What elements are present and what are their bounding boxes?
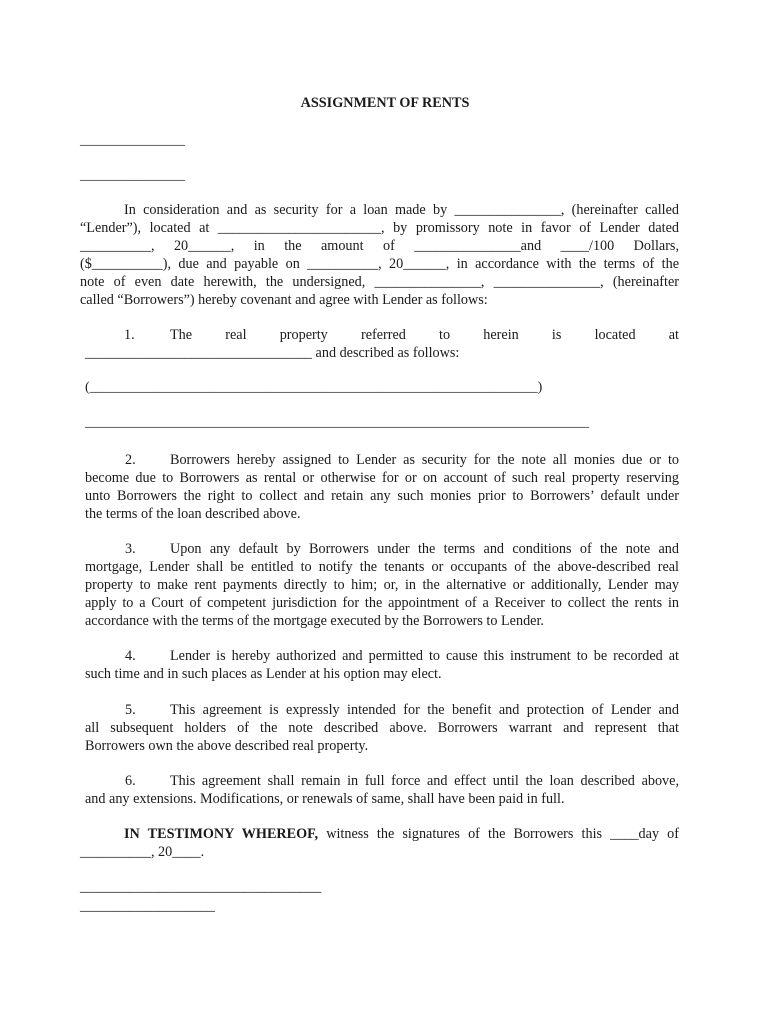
testimony-heading: IN TESTIMONY WHEREOF, bbox=[124, 826, 319, 842]
item-5-number: 5. bbox=[125, 702, 136, 718]
document-title: ASSIGNMENT OF RENTS bbox=[300, 95, 470, 111]
intro-line-3: __________, 20______, in the amount of _______________and ____/100 Dollars, bbox=[80, 238, 679, 254]
item-1-line-1-row bbox=[80, 326, 679, 344]
header-blank-line-2: _______________ bbox=[80, 168, 185, 183]
intro-line-1: In consideration and as security for a loan made by _______________, (hereinafter called bbox=[124, 202, 679, 218]
intro-line-6: called “Borrowers”) hereby covenant and agree with Lender as follows: bbox=[80, 292, 488, 308]
item-2-line-1: Borrowers hereby assigned to Lender as security for the note all monies due or to bbox=[170, 452, 679, 468]
item-4-line-1-row bbox=[85, 647, 679, 665]
item-1-number: 1. bbox=[124, 327, 135, 343]
item-3-line-1-row bbox=[85, 540, 679, 558]
item-3-number: 3. bbox=[125, 541, 136, 557]
item-4-line-1: Lender is hereby authorized and permitted to cause this instrument to be recorded at bbox=[170, 648, 679, 664]
item-5-line-1-row bbox=[85, 701, 679, 719]
item-4-number: 4. bbox=[125, 648, 136, 664]
item-3-line-3: property to make rent payments directly to him; or, in the alternative or additionally, Lender may bbox=[85, 577, 679, 593]
item-1-paren-blank: (________________________________________________________________) bbox=[85, 380, 543, 395]
testimony-line-1 bbox=[80, 825, 679, 843]
item-5-line-2: all subsequent holders of the note described above. Borrowers warrant and represent that bbox=[85, 720, 679, 736]
signature-line-2: ___________________ bbox=[80, 898, 215, 914]
item-6-line-1-row bbox=[85, 772, 679, 790]
item-3-line-4: apply to a Court of competent jurisdiction for the appointment of a Receiver to collect the rents in bbox=[85, 595, 679, 611]
item-1-paragraph bbox=[80, 326, 679, 362]
item-4-paragraph bbox=[85, 647, 679, 683]
item-2-line-1-row bbox=[85, 451, 679, 469]
item-2-line-4: the terms of the loan described above. bbox=[85, 506, 301, 522]
item-2-paragraph bbox=[85, 451, 679, 523]
item-6-line-1: This agreement shall remain in full force and effect until the loan described above, bbox=[170, 773, 679, 789]
intro-line-2: “Lender”), located at _______________________, by promissory note in favor of Lender dated bbox=[80, 220, 679, 236]
item-1-line-2: ________________________________ and described as follows: bbox=[85, 345, 460, 361]
testimony-line-1-rest: witness the signatures of the Borrowers this ____day of bbox=[318, 826, 679, 842]
item-3-paragraph bbox=[85, 540, 679, 630]
item-3-line-5: accordance with the terms of the mortgage executed by the Borrowers to Lender. bbox=[85, 613, 544, 629]
item-5-line-1: This agreement is expressly intended for the benefit and protection of Lender and bbox=[170, 702, 679, 718]
testimony-paragraph bbox=[80, 825, 679, 861]
intro-paragraph bbox=[80, 201, 679, 309]
header-blank-line-1: _______________ bbox=[80, 133, 185, 148]
item-3-line-2: mortgage, Lender shall be entitled to notify the tenants or occupants of the above-described real bbox=[85, 559, 679, 575]
item-3-line-1: Upon any default by Borrowers under the terms and conditions of the note and bbox=[170, 541, 679, 557]
item-6-line-2: and any extensions. Modifications, or renewals of same, shall have been paid in full. bbox=[85, 791, 565, 807]
item-1-long-blank: ________________________________________________________________________ bbox=[85, 415, 589, 430]
item-6-number: 6. bbox=[125, 773, 136, 789]
item-2-line-3: unto Borrowers the right to collect and retain any such monies prior to Borrowers’ default under bbox=[85, 488, 679, 504]
item-5-paragraph bbox=[85, 701, 679, 755]
testimony-line-2: __________, 20____. bbox=[80, 844, 205, 860]
item-5-line-3: Borrowers own the above described real property. bbox=[85, 738, 369, 754]
item-2-number: 2. bbox=[125, 452, 136, 468]
intro-line-4: ($__________), due and payable on __________, 20______, in accordance with the terms of the bbox=[80, 256, 679, 272]
signature-line-1: __________________________________ bbox=[80, 879, 322, 895]
item-1-line-1: The real property referred to herein is located at bbox=[170, 327, 679, 343]
item-2-line-2: become due to Borrowers as rental or otherwise for or on account of such real property reserving bbox=[85, 470, 679, 486]
intro-line-5: note of even date herewith, the undersigned, _______________, _______________, (hereinafter bbox=[80, 274, 679, 290]
item-6-paragraph bbox=[85, 772, 679, 808]
item-4-line-2: such time and in such places as Lender at his option may elect. bbox=[85, 666, 442, 682]
